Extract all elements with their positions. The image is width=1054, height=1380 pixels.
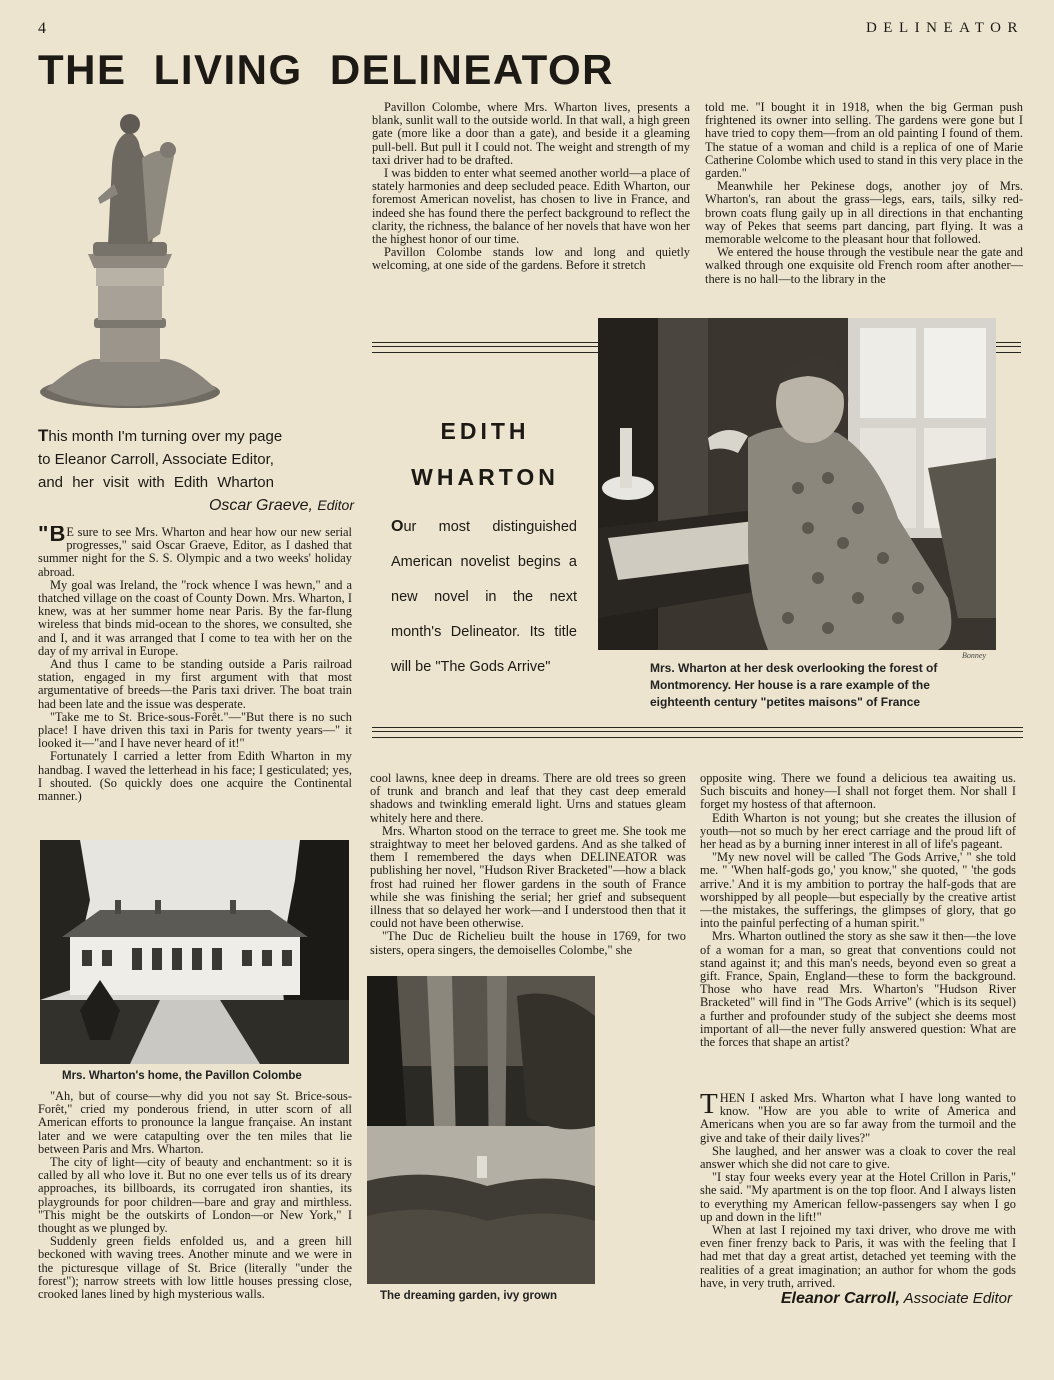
article-paragraph: I was bidden to enter what seemed another world—a place of stately harmonies and deep secluded peace. Edith Wharton, our foremost American novelist, has chosen to live in France, and indeed she has found there the perfect background to reflect the clarity, the richness, the balance of her novels that have won her the highest honor of our time. [372, 166, 690, 247]
statue-image [38, 104, 222, 412]
garden-photo [367, 976, 595, 1284]
article-paragraph: "Ah, but of course—why did you not say St. Brice-sous-Forêt," cried my ponderous friend, in utter scorn of all American efforts to pronounce la langue française. An instant later and we were catapulting over the ten miles that lie between Paris and Mrs. Wharton. [38, 1090, 352, 1156]
article-paragraph: Pavillon Colombe stands low and long and quietly welcoming, at one side of the gardens. Before it stretch [372, 245, 690, 273]
byline-title: Associate Editor [903, 1290, 1012, 1307]
wharton-portrait-photo [598, 318, 996, 650]
article-column-right-closing [700, 1092, 1016, 1292]
editor-note [38, 424, 354, 517]
article-paragraph: We entered the house through the vestibule near the gate and walked through one exquisite old French room after another—there is no hall—to the library in the [705, 245, 1023, 286]
article-paragraph: The city of light—city of beauty and enchantment: so it is called by all who love it. But no one ever tells us of its dreary approaches, its billboards, its corrugated iron shanties, its playgrounds for poor children—bare and gray and mirthless. "This might be the outskirts of London—or New York," I thought as we plunged by. [38, 1155, 352, 1236]
article-paragraph: Mrs. Wharton stood on the terrace to greet me. She took me straightway to meet her beloved gardens. And as she talked of them I remembered the days when DELINEATOR was publishing her novel, "Hudson River Bracketed"—how a black frost had ruined her flower gardens in the south of France while she was finishing the serial; her grief and subsequent illness that so delayed her work—and I understood then that it could not have been otherwise. [370, 823, 686, 931]
byline [781, 1290, 1012, 1308]
editor-note-line-2: to Eleanor Carroll, Associate Editor, [38, 451, 274, 468]
feature-name-line-2: WHARTON [411, 464, 559, 490]
article-paragraph: Edith Wharton is not young; but she creates the illusion of youth—not so much by her erect carriage and the proud lift of her head as by a burning inner interest in all of life's pageant. [700, 810, 1016, 852]
article-paragraph: "I stay four weeks every year at the Hotel Crillon in Paris," she said. "My apartment is on the top floor. And I always listen to everything my American fellow-passengers say when I go up and down in the lift!" [700, 1170, 1016, 1224]
article-paragraph: My goal was Ireland, the "rock whence I was hewn," and a thatched village on the coast of County Down. Mrs. Wharton, I knew, was at her summer home near Paris. By the far-flung wireless that binds mid-ocean to the shores, we consulted, she and I, and it was arranged that I come to tea with her on the day of my arrival in Europe. [38, 577, 352, 658]
article-paragraph: She laughed, and her answer was a cloak to cover the real answer which she did not care to give. [700, 1143, 1016, 1172]
article-paragraph: Meanwhile her Pekinese dogs, another joy of Mrs. Wharton's, ran about the grass—legs, ears, tails, silky red-brown coats flung gaily up in all directions in that enchanting way of Pekes that seems part dancing, part flying. It was a memorable welcome to the pleasant hour that followed. [705, 179, 1023, 247]
feature-blurb [391, 509, 577, 685]
page-title: THE LIVING DELINEATOR [38, 46, 614, 93]
feature-name [372, 408, 598, 500]
article-paragraph: "The Duc de Richelieu built the house in 1769, for two sisters, opera singers, the demoiselles Colombe," she [370, 929, 686, 957]
feature-blurb-initial: O [391, 518, 404, 535]
house-photo [40, 840, 349, 1064]
article-paragraph: HEN I asked Mrs. Wharton what I have long wanted to know. "How are you able to write of America and Americans when you are so far away from the turmoil and the give and take of their daily lives?" [700, 1092, 1016, 1145]
byline-name: Eleanor Carroll, [780, 1290, 900, 1307]
magazine-name: DELINEATOR [865, 20, 1024, 36]
house-caption: Mrs. Wharton's home, the Pavillon Colombe [62, 1070, 302, 1082]
divider-rule [372, 342, 598, 353]
article-column-right-bottom [700, 772, 1016, 1088]
editor-signature-name: Oscar Graeve, [208, 497, 313, 514]
article-paragraph: When at last I rejoined my taxi driver, who drove me with even finer frenzy back to Paris, it was with the feeling that I had met that day a great artist, detached yet teeming with the realities of a great imagination; an author for whom the gods have, in very truth, arrived. [700, 1223, 1016, 1290]
feature-blurb-text: ur most distinguished American novelist begins a new novel in the next month's Delineator. Its title will be "The Gods Arrive" [391, 519, 577, 675]
garden-caption: The dreaming garden, ivy grown [380, 1290, 558, 1302]
drop-cap-t: T [700, 1092, 718, 1120]
photo-credit: Bonney [962, 651, 986, 660]
editor-signature-title: Editor [317, 497, 354, 513]
editor-note-line-3: and her visit with Edith Wharton [38, 474, 274, 491]
article-paragraph: "My new novel will be called 'The Gods Arrive,' " she told me. " 'When half-gods go,' you know," she quoted, " 'the gods arrive.' And it is my ambition to portray the half-gods that are worshipped by all people—but especially by the creative artist—the mistakes, the sufferings, the glimpses of glory, that go into the painful perfecting of a human spirit." [700, 850, 1016, 931]
article-column-left-top [38, 526, 352, 826]
article-column-middle-top [372, 101, 690, 301]
article-paragraph: cool lawns, knee deep in dreams. There are old trees so green of trunk and branch and leaf that they cast deep emerald shadows and twinkling emerald light. Urns and statues gleam whitely here and there. [370, 772, 686, 825]
article-paragraph: Mrs. Wharton outlined the story as she saw it then—the love of a woman for a man, so great that conventions could not stand against it; and this man's needs, beyond even so great a gift. France, Spain, England—these to form the background. Those who have read Mrs. Wharton's "Hudson River Bracketed" will find in "The Gods Arrive" (which is its sequel) a further and profounder study of the subject she deems most important of all—the never fully answered question: What are the forces that shape an artist? [700, 929, 1016, 1050]
editor-note-initial: T [38, 426, 49, 445]
divider-rule [996, 342, 1021, 353]
article-paragraph: told me. "I bought it in 1918, when the big German push frightened its owner into selling. The gardens were gone but I have tried to copy them—from an old painting I found of them. The statue of a woman and child is a replica of one of Marie Catherine Colombe which used to stand in this very place in the garden." [705, 101, 1023, 181]
drop-cap-b: B [49, 526, 66, 546]
article-paragraph: "Take me to St. Brice-sous-Forêt."—"But there is no such place! I have driven this taxi in Paris for twenty years—" it looked it—"and I have never heard of it!" [38, 709, 352, 751]
article-paragraph: Suddenly green fields enfolded us, and a green hill beckoned with waving trees. Another minute and we were in the picturesque village of St. Brice (literally "under the forest"); narrow streets with low little houses pressing close, crooked lanes lined by high mysterious walls. [38, 1234, 352, 1302]
editor-note-line-1: his month I'm turning over my page [48, 428, 283, 445]
divider-rule [372, 727, 1023, 738]
article-column-right-top [705, 101, 1023, 301]
portrait-caption: Mrs. Wharton at her desk overlooking the forest of Montmorency. Her house is a rare example of the eighteenth century "petites maisons" of France [650, 661, 938, 709]
article-paragraph: Fortunately I carried a letter from Edith Wharton in my handbag. I waved the letterhead in his face; I gesticulated; yes, I shouted. (So quickly does one acquire the Continental manner.) [38, 749, 352, 804]
page-number: 4 [38, 20, 46, 37]
article-column-middle-bottom [370, 772, 686, 970]
article-paragraph: opposite wing. There we found a delicious tea awaiting us. Such biscuits and honey—I shall not forget them. Nor shall I forget my hostess of that afternoon. [700, 772, 1016, 812]
article-column-left-bottom [38, 1090, 352, 1310]
feature-name-line-1: EDITH [440, 418, 530, 444]
opening-quote: " [38, 526, 49, 546]
article-paragraph: Pavillon Colombe, where Mrs. Wharton lives, presents a blank, sunlit wall to the outside world. In that wall, a high green gate (more like a door than a gate), and beside it a gleaming pull-bell. But pull it I could not. The weight and strength of my taxi driver had to be drafted. [372, 101, 690, 167]
article-paragraph: And thus I came to be standing outside a Paris railroad station, engaged in my first argument with that most argumentative of breeds—the Paris taxi driver. The boat train had been late and the issue was desperate. [38, 657, 352, 711]
article-lead-paragraph: E sure to see Mrs. Wharton and hear how our new serial progresses," said Oscar Graeve, Editor, as I dashed that summer night for the S. S. Olympic and a two weeks' holiday abroad. [38, 526, 352, 579]
